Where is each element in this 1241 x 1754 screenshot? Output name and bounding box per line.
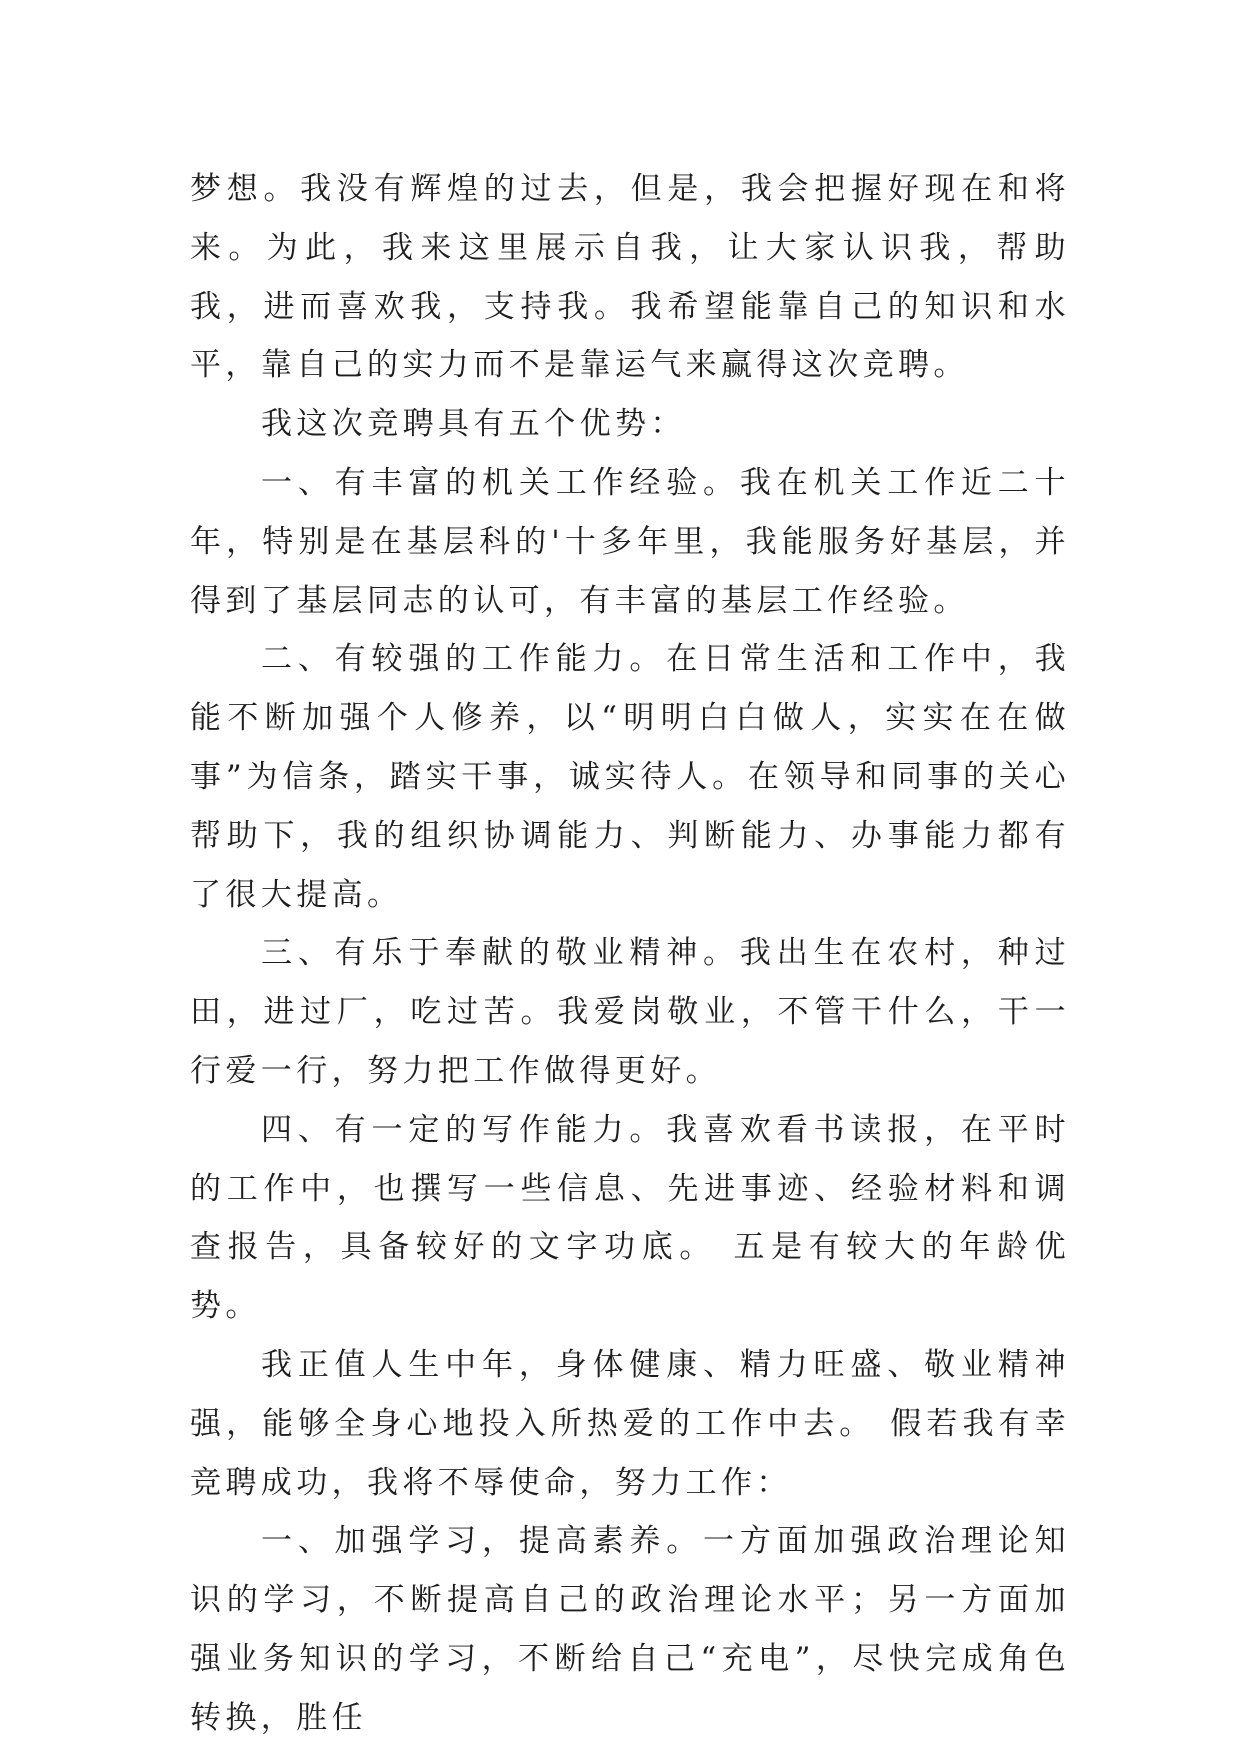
paragraph-age-advantage: 我正值人生中年，身体健康、精力旺盛、敬业精神强，能够全身心地投入所热爱的工作中去。 假若我有幸竞聘成功，我将不辱使命，努力工作： [190,1346,1070,1501]
paragraph-advantage-3: 三、有乐于奉献的敬业精神。我出生在农村，种过田，进过厂，吃过苦。我爱岗敬业，不管干什么，干一行爱一行，努力把工作做得更好。 [190,935,1070,1089]
paragraph-plan-1: 一、加强学习，提高素养。一方面加强政治理论知识的学习，不断提高自己的政治理论水平；另一方面加强业务知识的学习，不断给自己“充电”，尽快完成角色转换，胜任 [190,1523,1070,1736]
paragraph-advantage-2: 二、有较强的工作能力。在日常生活和工作中，我能不断加强个人修养，以“明明白白做人，实实在在做事”为信条，踏实干事，诚实待人。在领导和同事的关心帮助下，我的组织协调能力、判断能力、办事能力都有了很大提高。 [190,641,1070,913]
paragraph-continuation: 梦想。我没有辉煌的过去，但是，我会把握好现在和将来。为此，我来这里展示自我，让大家认识我，帮助我，进而喜欢我，支持我。我希望能靠自己的知识和水平，靠自己的实力而不是靠运气来赢得这次竞聘。 [190,171,1070,384]
paragraph-advantage-1: 一、有丰富的机关工作经验。我在机关工作近二十年，特别是在基层科的'十多年里，我能服务好基层，并得到了基层同志的认可，有丰富的基层工作经验。 [190,464,1070,619]
paragraph-advantages-intro: 我这次竞聘具有五个优势： [261,406,686,443]
paragraph-advantage-4: 四、有一定的写作能力。我喜欢看书读报，在平时的工作中，也撰写一些信息、先进事迹、经验材料和调查报告，具备较好的文字功底。 五是有较大的年龄优势。 [190,1111,1070,1325]
document-body [190,160,1070,1748]
